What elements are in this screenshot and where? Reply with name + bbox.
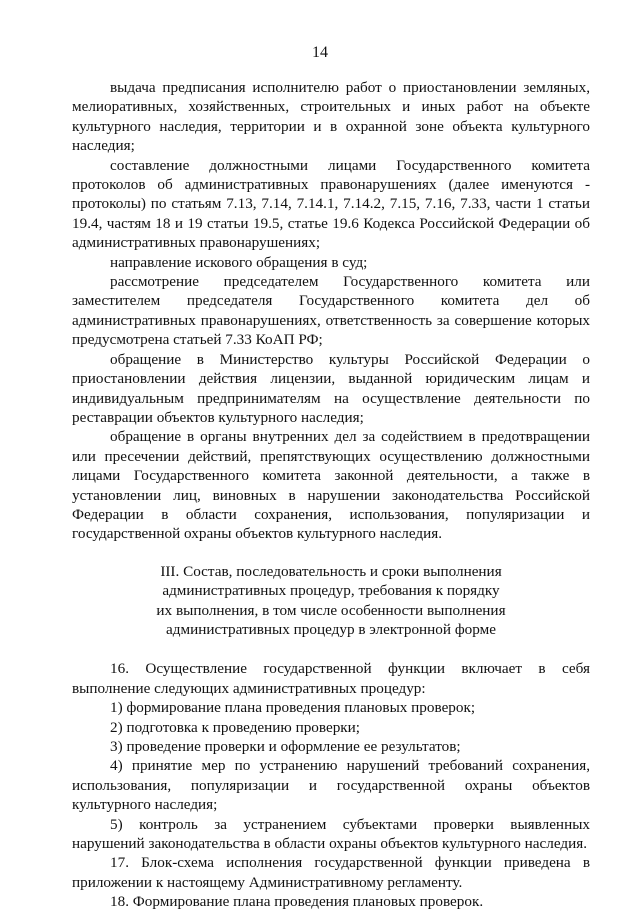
list-item-2: 2) подготовка к проведению проверки; — [110, 718, 361, 736]
list-item-4: 4) принятие мер по устранению нарушений требований сохранения, использования, популяризации и государственной охраны объектов культурного наследия; — [72, 757, 590, 814]
list-item-1: 1) формирование плана проведения плановых проверок; — [110, 699, 476, 717]
section-heading-line: административных процедур, требования к порядку — [162, 582, 500, 600]
paragraph-protocols: составление должностными лицами Государственного комитета протоколов об административных правонарушениях (далее именуются - протоколы) по статьям 7.13, 7.14, 7.14.1, 7.14.2, 7.15, 7.16, 7.33, части 1 статьи 19.4, частям 18 и 19 статьи 19.5, статье 19.6 Кодекса Российской Федерации об административных правонарушениях; — [72, 156, 590, 252]
paragraph-police-appeal: обращение в органы внутренних дел за содействием в предотвращении или пресечении действий, препятствующих осуществлению должностными лицами Государственного комитета законной деятельности, а также в установлении лиц, виновных в нарушении законодательства Российской Федерации в области сохранения, использования, популяризации и государственной охраны объектов культурного наследия. — [72, 428, 590, 543]
paragraph-16: 16. Осуществление государственной функции включает в себя выполнение следующих административных процедур: — [72, 660, 590, 697]
section-heading-line: их выполнения, в том числе особенности выполнения — [156, 601, 506, 619]
paragraph-review-cases: рассмотрение председателем Государственного комитета или заместителем председателя Государственного комитета дел об административных правонарушениях, ответственность за совершение которых предусмотрена статьей 7.33 КоАП РФ; — [72, 273, 590, 349]
page-number: 14 — [312, 44, 328, 61]
paragraph-lawsuit: направление искового обращения в суд; — [110, 253, 368, 271]
paragraph-18: 18. Формирование плана проведения плановых проверок. — [110, 893, 484, 911]
paragraph-ministry-appeal: обращение в Министерство культуры Российской Федерации о приостановлении действия лицензии, выданной юридическим лицам и индивидуальным предпринимателям на осуществление деятельности по реставрации объектов культурного наследия; — [72, 350, 590, 426]
section-heading — [72, 562, 590, 640]
paragraph-issue-order: выдача предписания исполнителю работ о приостановлении земляных, мелиоративных, хозяйственных, строительных и иных работ на объекте культурного наследия, территории и в охранной зоне объекта культурного наследия; — [72, 79, 590, 155]
list-item-5: 5) контроль за устранением субъектами проверки выявленных нарушений законодательства в области охраны объектов культурного наследия. — [72, 815, 590, 853]
document-body — [72, 78, 590, 912]
list-item-3: 3) проведение проверки и оформление ее результатов; — [110, 738, 461, 755]
paragraph-17: 17. Блок-схема исполнения государственной функции приведена в приложении к настоящему Административному регламенту. — [72, 854, 590, 891]
section-heading-line: III. Состав, последовательность и сроки выполнения — [160, 562, 502, 580]
section-heading-line: административных процедур в электронной форме — [166, 620, 496, 638]
